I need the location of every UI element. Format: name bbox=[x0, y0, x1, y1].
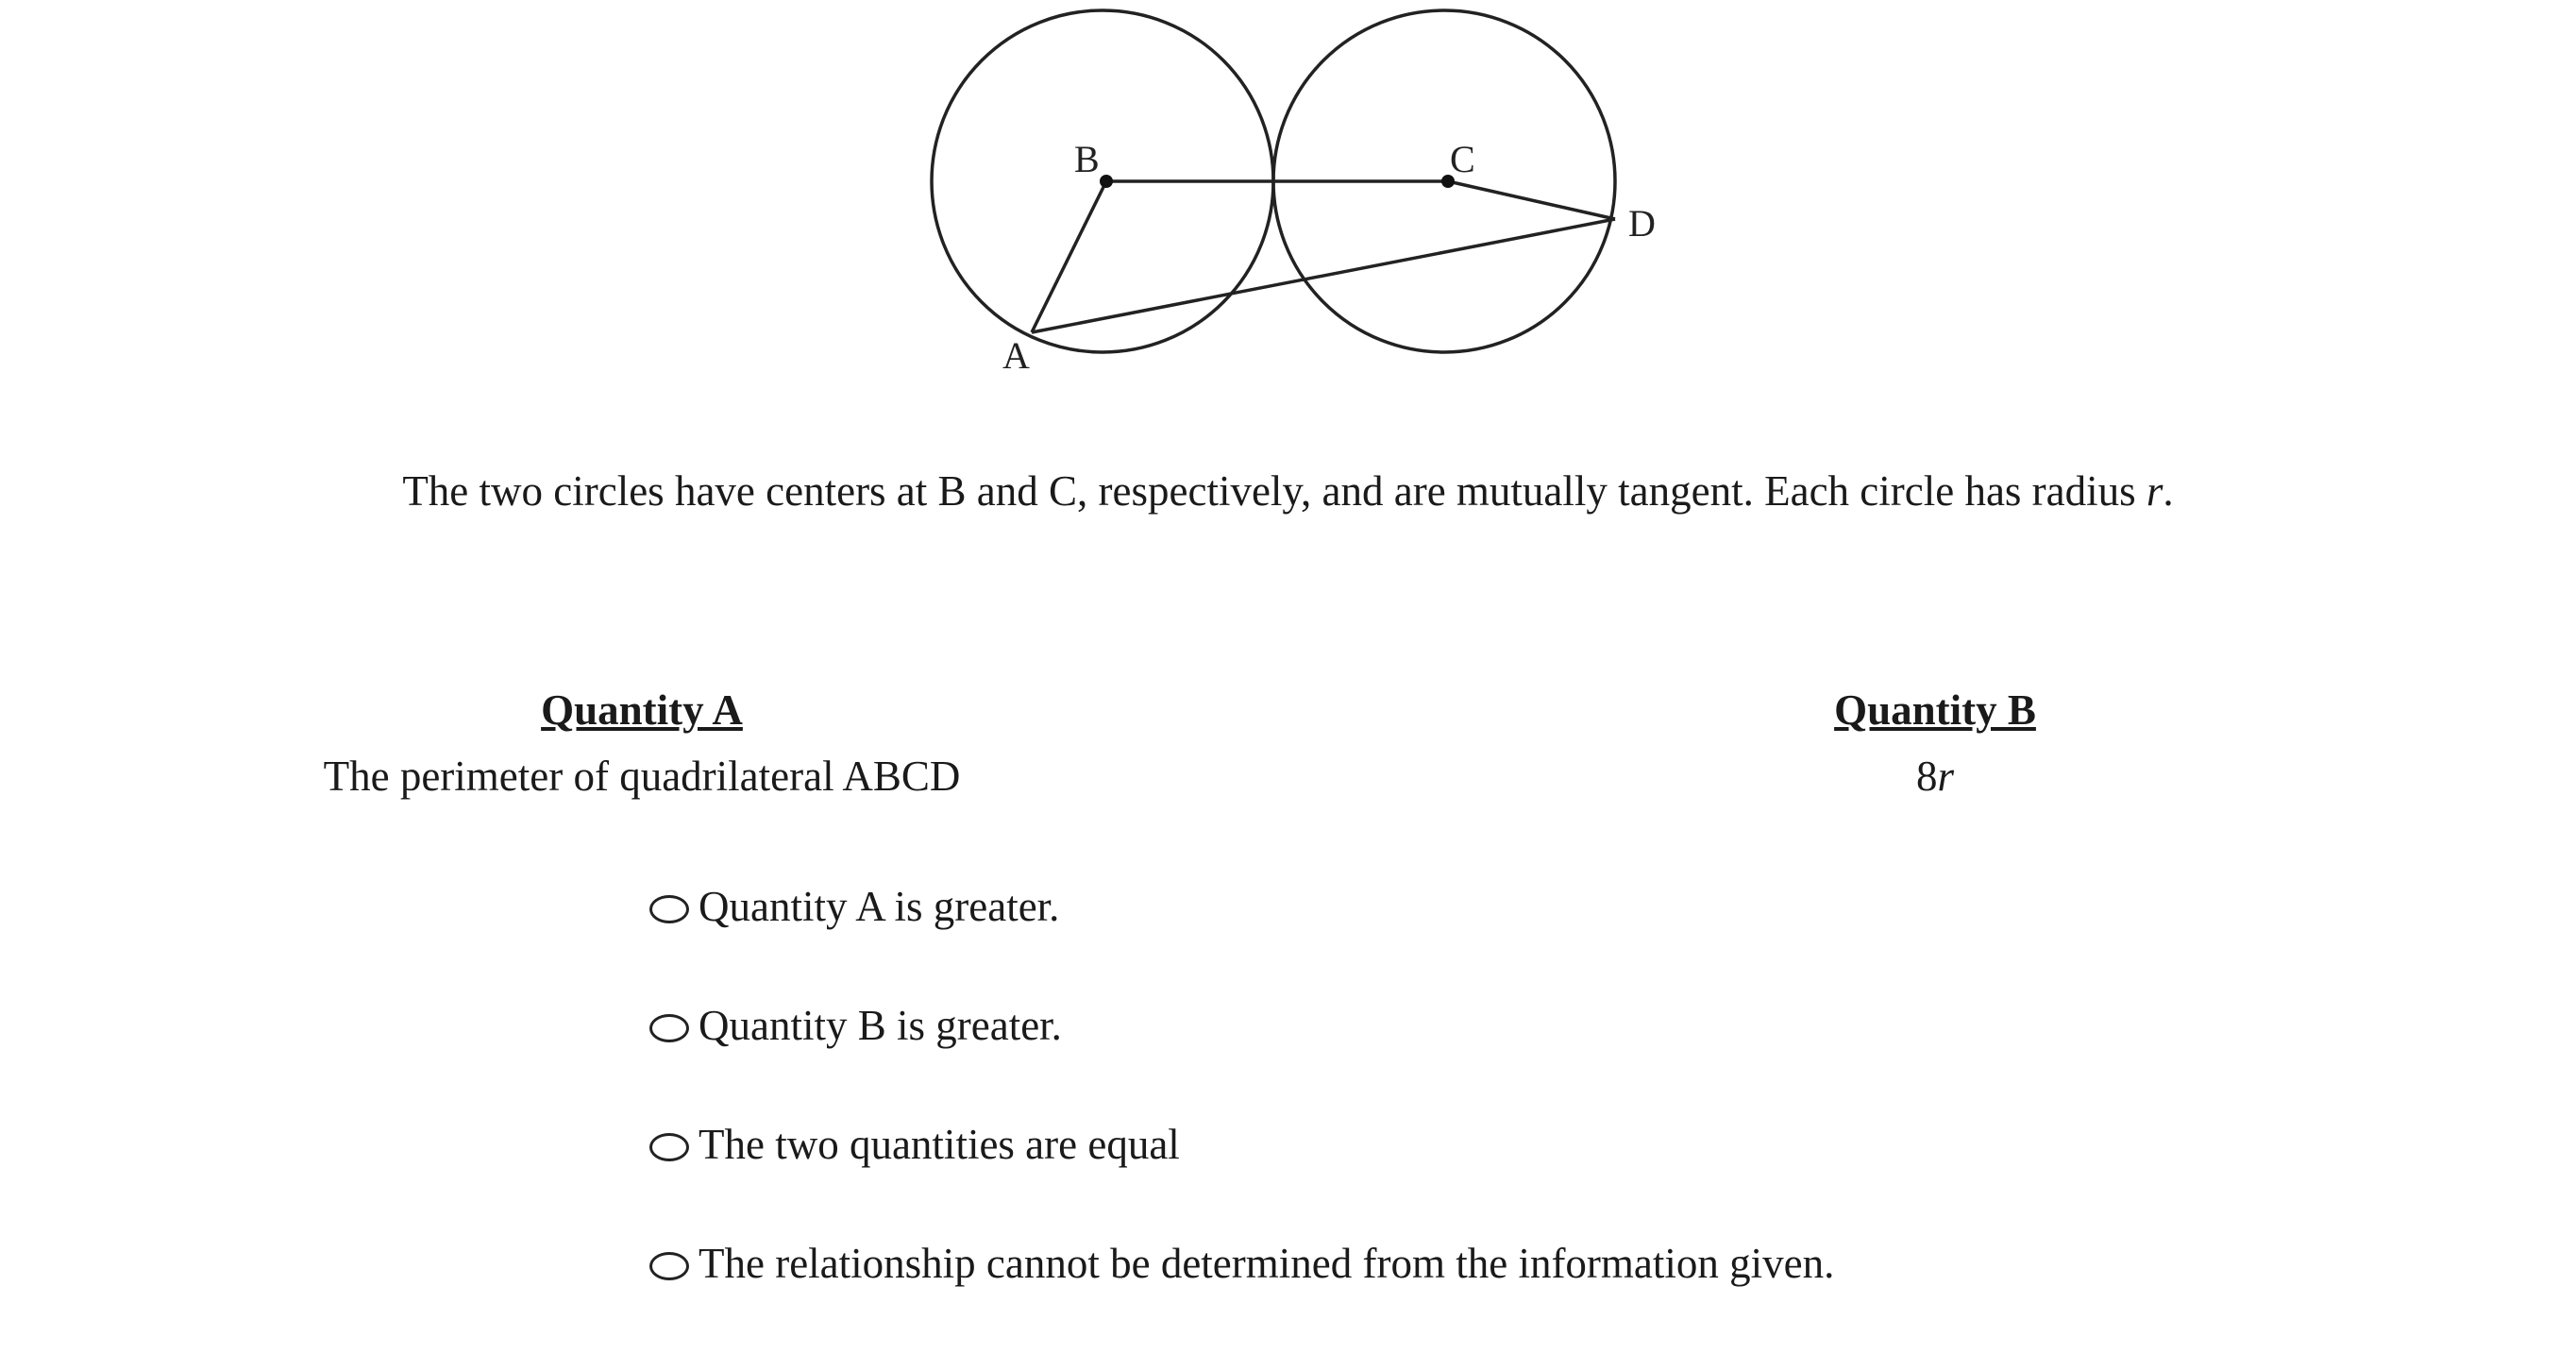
choice-label: The relationship cannot be determined from the information given. bbox=[699, 1240, 1835, 1287]
segment-ab bbox=[1032, 181, 1106, 332]
choice-label: Quantity B is greater. bbox=[699, 1002, 1062, 1049]
label-a: A bbox=[1002, 334, 1030, 377]
choice-a-greater[interactable] bbox=[649, 878, 1834, 935]
circles-diagram bbox=[0, 0, 2576, 397]
choice-label: The two quantities are equal bbox=[699, 1121, 1180, 1168]
radio-button[interactable] bbox=[649, 895, 689, 923]
geometry-figure bbox=[0, 0, 2576, 397]
label-b: B bbox=[1074, 138, 1100, 180]
quantity-a bbox=[311, 682, 972, 804]
choice-b-greater[interactable] bbox=[649, 997, 1834, 1054]
quantity-b bbox=[1699, 682, 2171, 804]
label-d: D bbox=[1628, 202, 1656, 245]
choice-cannot-determine[interactable] bbox=[649, 1235, 1834, 1292]
choice-label: Quantity A is greater. bbox=[699, 883, 1060, 930]
radio-button[interactable] bbox=[649, 1133, 689, 1161]
stem-end: . bbox=[2163, 467, 2174, 515]
quantity-b-variable: r bbox=[1937, 753, 1954, 800]
quantity-b-number: 8 bbox=[1915, 753, 1938, 800]
segment-cd bbox=[1448, 181, 1615, 219]
quantity-a-heading: Quantity A bbox=[541, 686, 743, 734]
quantity-b-heading: Quantity B bbox=[1834, 686, 2036, 734]
point-b bbox=[1100, 175, 1113, 188]
question-stem bbox=[0, 463, 2576, 519]
stem-variable: r bbox=[2146, 467, 2164, 515]
label-c: C bbox=[1450, 138, 1475, 180]
choice-equal[interactable] bbox=[649, 1116, 1834, 1173]
radio-button[interactable] bbox=[649, 1252, 689, 1280]
stem-text: The two circles have centers at B and C, respectively, and are mutually tangent. Each circle has radius bbox=[402, 467, 2147, 515]
quantity-a-value: The perimeter of quadrilateral ABCD bbox=[323, 753, 961, 800]
answer-choices bbox=[649, 878, 1834, 1354]
radio-button[interactable] bbox=[649, 1014, 689, 1042]
quantity-b-value bbox=[1699, 748, 2171, 804]
segment-da bbox=[1032, 219, 1615, 332]
